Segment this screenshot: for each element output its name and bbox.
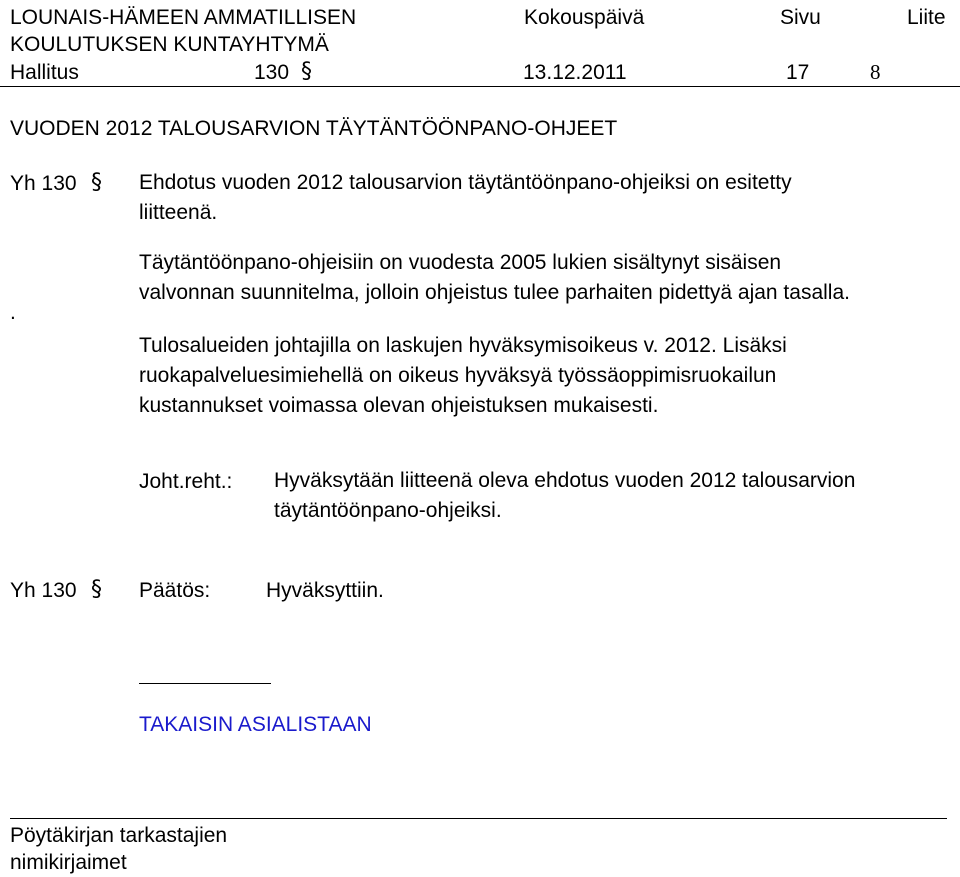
footer-line2: nimikirjaimet bbox=[10, 851, 127, 874]
back-to-agenda-link[interactable]: TAKAISIN ASIALISTAAN bbox=[139, 713, 372, 736]
paragraph-line: valvonnan suunnitelma, jolloin ohjeistus tulee parhaiten pidettyä ajan tasalla. bbox=[139, 281, 850, 304]
document-title: VUODEN 2012 TALOUSARVION TÄYTÄNTÖÖNPANO-OHJEET bbox=[10, 117, 618, 140]
attachment-label: Liite bbox=[907, 6, 946, 29]
proposal-text bbox=[274, 466, 855, 526]
decision-text: Hyväksyttiin. bbox=[266, 579, 384, 602]
decision-label: Päätös: bbox=[139, 579, 211, 602]
margin-dot: . bbox=[10, 301, 16, 324]
page-label: Sivu bbox=[780, 6, 821, 29]
paragraph-line: liitteenä. bbox=[139, 201, 218, 224]
section-reference: Yh 130 bbox=[10, 172, 77, 195]
decision-section-mark: § bbox=[91, 577, 102, 602]
organization-name-line2: KOULUTUKSEN KUNTAYHTYMÄ bbox=[10, 33, 329, 56]
paragraph-line: Tulosalueiden johtajilla on laskujen hyväksymisoikeus v. 2012. Lisäksi bbox=[139, 334, 787, 357]
separator-short bbox=[139, 683, 271, 684]
header-section-number: 130 bbox=[254, 61, 290, 84]
footer-line1: Pöytäkirjan tarkastajien bbox=[10, 824, 228, 847]
header-rule bbox=[0, 86, 960, 87]
page-number: 17 bbox=[786, 61, 810, 84]
proposal-line: Hyväksytään liitteenä oleva ehdotus vuoden 2012 talousarvion bbox=[274, 469, 856, 492]
paragraph-approval-rights bbox=[139, 331, 787, 421]
paragraph-line: Täytäntöönpano-ohjeisiin on vuodesta 2005 lukien sisältynyt sisäisen bbox=[139, 251, 782, 274]
proposal-label: Joht.reht.: bbox=[139, 470, 233, 493]
paragraph-internal-control bbox=[139, 248, 850, 308]
proposal-line: täytäntöönpano-ohjeiksi. bbox=[274, 499, 502, 522]
decision-section-reference: Yh 130 bbox=[10, 579, 77, 602]
paragraph-proposal-intro bbox=[139, 168, 792, 228]
meeting-date: 13.12.2011 bbox=[523, 61, 627, 84]
body-name: Hallitus bbox=[10, 61, 79, 84]
paragraph-line: Ehdotus vuoden 2012 talousarvion täytäntöönpano-ohjeiksi on esitetty bbox=[139, 171, 792, 194]
paragraph-line: ruokapalveluesimiehellä on oikeus hyväksyä työssäoppimisruokailun bbox=[139, 364, 777, 387]
attachment-number: 8 bbox=[870, 60, 881, 84]
meeting-date-label: Kokouspäivä bbox=[524, 6, 645, 29]
section-mark: § bbox=[91, 170, 102, 195]
paragraph-line: kustannukset voimassa olevan ohjeistuksen mukaisesti. bbox=[139, 394, 659, 417]
organization-name-line1: LOUNAIS-HÄMEEN AMMATILLISEN bbox=[10, 6, 357, 29]
header-section-mark: § bbox=[301, 59, 312, 84]
footer-rule bbox=[10, 818, 947, 819]
